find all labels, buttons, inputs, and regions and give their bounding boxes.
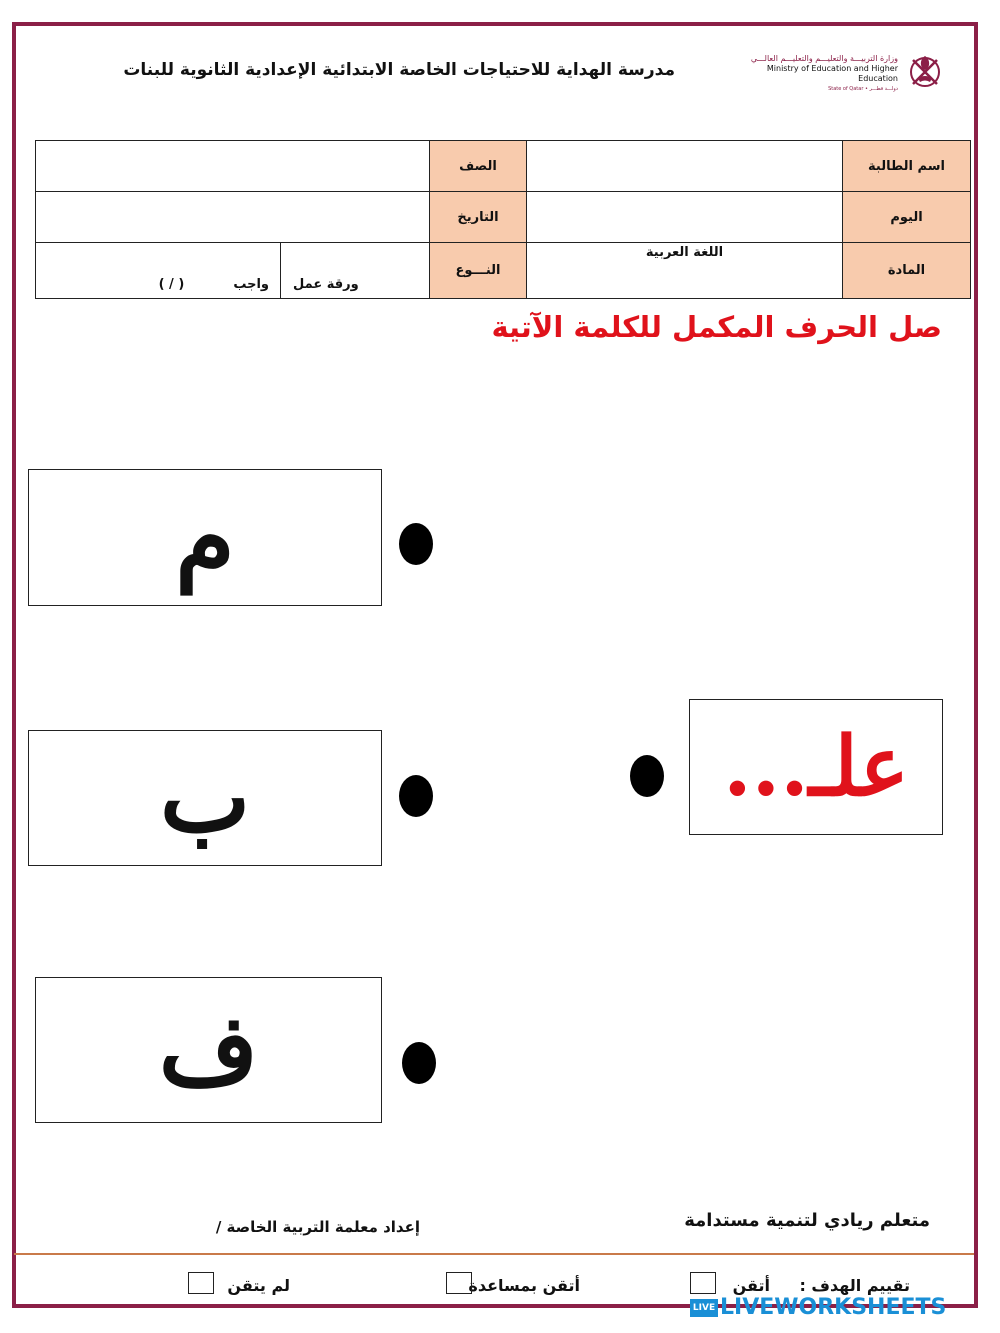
- option-mastered-label: أتقن: [732, 1276, 770, 1295]
- letter-baa: ب: [159, 741, 251, 854]
- date-field[interactable]: [36, 192, 430, 243]
- school-name: مدرسة الهداية للاحتياجات الخاصة الابتدائية الإعدادية الثانوية للبنات: [123, 60, 675, 80]
- option-with-help-label: أتقن بمساعدة: [468, 1276, 580, 1295]
- state-of-qatar: State of Qatar • دولـــة قطـــر: [828, 86, 898, 92]
- word-prefix: علـ: [808, 719, 909, 815]
- match-dot-letter-3[interactable]: [402, 1042, 436, 1084]
- word-card[interactable]: [689, 699, 943, 835]
- worksheet-option: ورقة عمل: [281, 243, 430, 299]
- type-label: النـــوع: [430, 243, 527, 299]
- student-info-table: [35, 140, 971, 299]
- homework-label: واجب: [233, 277, 269, 292]
- footer-divider: [14, 1253, 974, 1255]
- table-row: [36, 192, 971, 243]
- table-row: [36, 141, 971, 192]
- letter-meem: م: [175, 480, 235, 594]
- match-dot-letter-1[interactable]: [399, 523, 433, 565]
- letter-faa: ف: [158, 993, 259, 1106]
- subject-label: المادة: [843, 243, 971, 299]
- ministry-name-ar: وزارة التربيـــة والتعليـــم والتعليـــم العالـــي: [750, 54, 898, 63]
- match-dot-letter-2[interactable]: [399, 775, 433, 817]
- letter-card-3[interactable]: [35, 977, 382, 1123]
- prepared-by: إعداد معلمة التربية الخاصة /: [215, 1218, 420, 1236]
- liveworksheets-watermark: [690, 1295, 946, 1320]
- homework-option: [36, 243, 281, 299]
- grade-field[interactable]: [36, 141, 430, 192]
- option-not-mastered-checkbox[interactable]: [188, 1272, 214, 1294]
- liveworksheets-badge-icon: LIVE: [690, 1299, 718, 1317]
- qatar-emblem-icon: [904, 50, 946, 92]
- match-dot-word[interactable]: [630, 755, 664, 797]
- date-label: التاريخ: [430, 192, 527, 243]
- student-name-field[interactable]: [527, 141, 843, 192]
- letter-card-2[interactable]: [28, 730, 382, 866]
- evaluation-label: تقييم الهدف :: [799, 1276, 910, 1295]
- table-row: [36, 243, 971, 299]
- word-blank: ...: [723, 719, 809, 815]
- instruction-heading: صل الحرف المكمل للكلمة الآتية: [491, 310, 942, 344]
- grade-label: الصف: [430, 141, 527, 192]
- option-with-help-checkbox[interactable]: [446, 1272, 472, 1294]
- ministry-name-en: Ministry of Education and Higher Education: [766, 64, 898, 83]
- day-field[interactable]: [527, 192, 843, 243]
- homework-blank: ( / ): [158, 277, 185, 292]
- liveworksheets-text: LIVEWORKSHEETS: [720, 1295, 947, 1320]
- slogan: متعلم ريادي لتنمية مستدامة: [684, 1210, 930, 1231]
- student-name-label: اسم الطالبة: [843, 141, 971, 192]
- letter-card-1[interactable]: [28, 469, 382, 606]
- day-label: اليوم: [843, 192, 971, 243]
- option-mastered-checkbox[interactable]: [690, 1272, 716, 1294]
- option-not-mastered-label: لم يتقن: [227, 1276, 290, 1295]
- ministry-logo: [728, 50, 948, 95]
- incomplete-word: [723, 719, 909, 815]
- subject-value: اللغة العربية: [527, 243, 843, 299]
